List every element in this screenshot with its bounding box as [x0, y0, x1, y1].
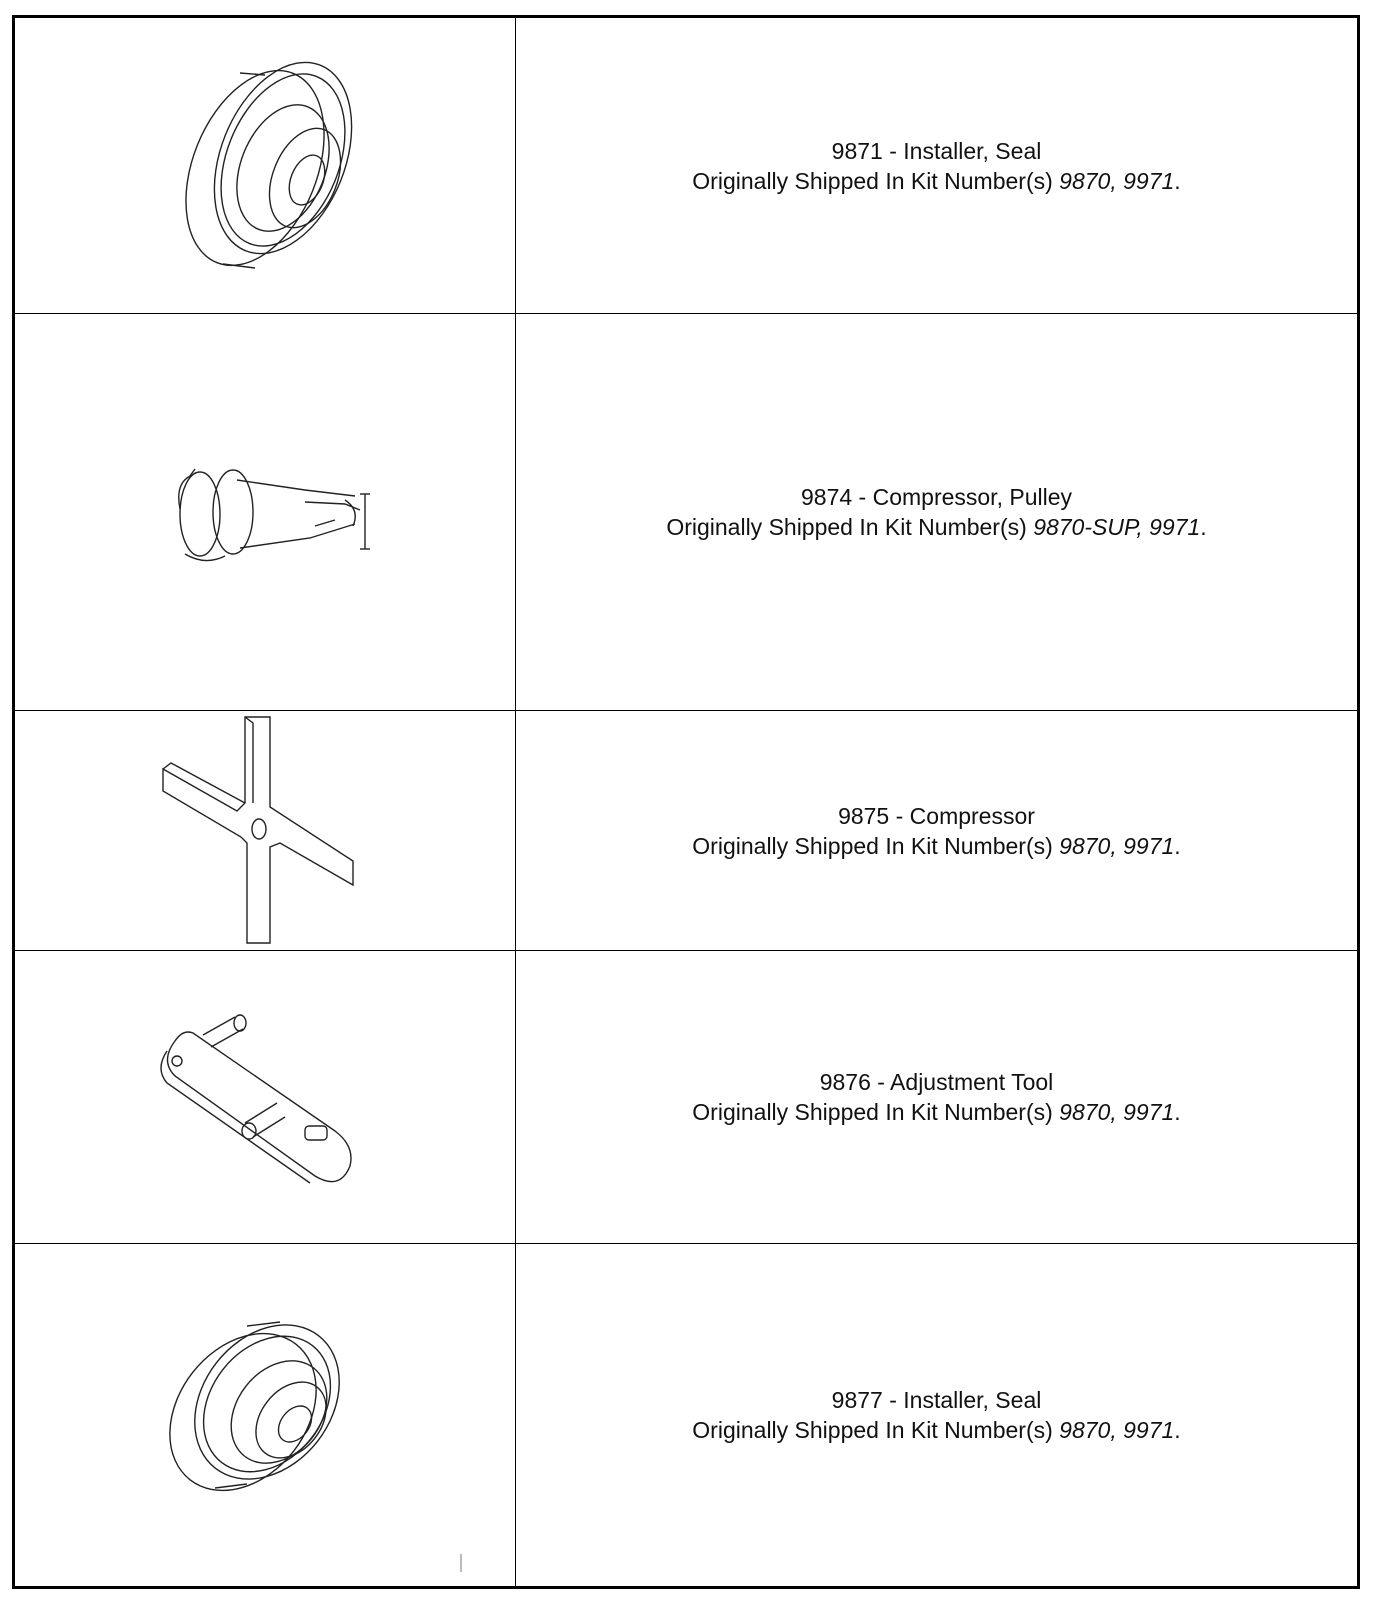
table-row: [15, 18, 1357, 314]
kit-numbers: 9870, 9971: [1059, 832, 1175, 859]
tool-title: 9876 - Adjustment Tool: [819, 1069, 1054, 1095]
tool-title: 9874 - Compressor, Pulley: [800, 484, 1072, 510]
adjustment-tool-icon: [15, 951, 516, 1243]
kit-line: Originally Shipped In Kit Number(s) 9870-SUP, 9971.: [666, 514, 1207, 540]
kit-numbers: 9870, 9971: [1059, 1099, 1175, 1125]
tool-description: [516, 951, 1357, 1243]
tool-description: [516, 314, 1357, 710]
seal-installer-icon: [15, 18, 516, 313]
kit-line: Originally Shipped In Kit Number(s) 9870, 9971.: [692, 832, 1181, 859]
tool-table: [12, 15, 1360, 1589]
kit-line: Originally Shipped In Kit Number(s) 9870, 9971.: [692, 1417, 1181, 1443]
kit-numbers: 9870, 9971: [1059, 167, 1175, 194]
tool-title: 9877 - Installer, Seal: [831, 1387, 1042, 1413]
table-row: [15, 711, 1357, 951]
kit-line: Originally Shipped In Kit Number(s) 9870, 9971.: [692, 1099, 1181, 1125]
kit-numbers: 9870-SUP, 9971: [1033, 514, 1201, 540]
cross-compressor-icon: [15, 711, 516, 950]
pulley-compressor-icon: [15, 314, 516, 710]
kit-line: Originally Shipped In Kit Number(s) 9870, 9971.: [692, 167, 1181, 194]
seal-installer-icon: [15, 1244, 516, 1586]
scan-mark: [460, 1554, 462, 1572]
table-row: [15, 314, 1357, 711]
table-row: [15, 951, 1357, 1244]
table-row: [15, 1244, 1357, 1586]
tool-description: [516, 1244, 1357, 1586]
tool-description: [516, 711, 1357, 950]
tool-title: 9871 - Installer, Seal: [831, 137, 1042, 164]
tool-description: [516, 18, 1357, 313]
kit-numbers: 9870, 9971: [1059, 1417, 1175, 1443]
tool-title: 9875 - Compressor: [838, 802, 1035, 829]
